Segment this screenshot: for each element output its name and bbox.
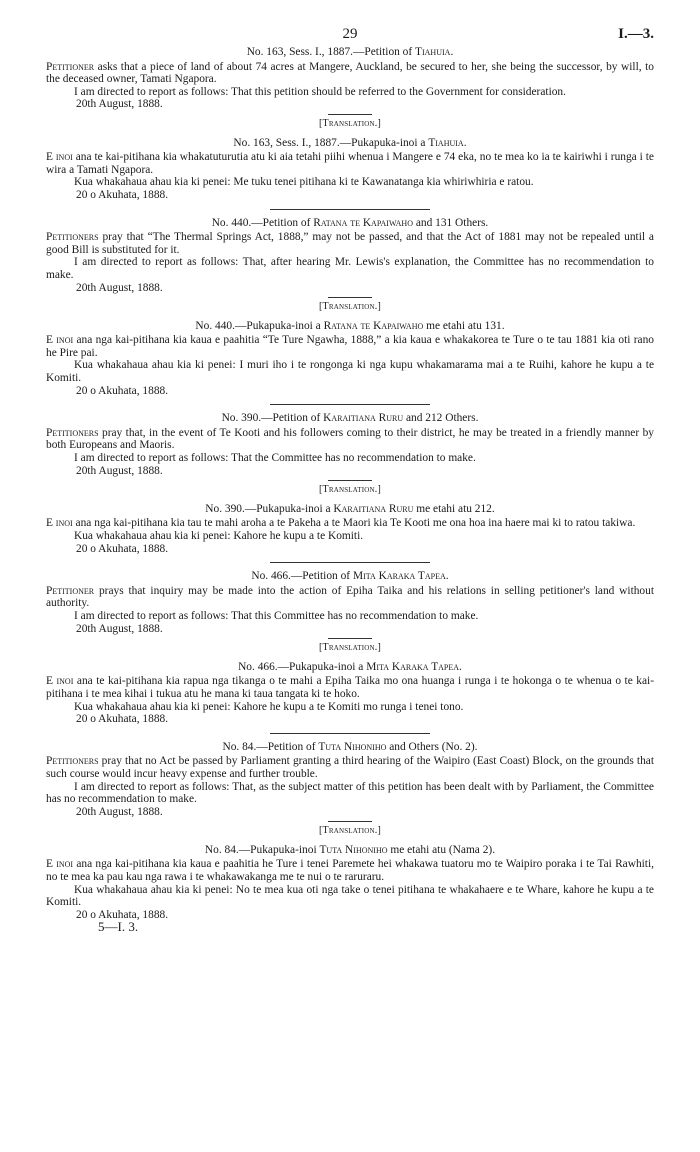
paragraph-text: Kua whakahaua ahau kia ki penei: Kahore he kupu a te Komiti mo runga i tenei tono. [74,700,464,713]
printer-signature: 5—I. 3. [98,919,139,935]
paragraph-text: pray that, in the event of Te Kooti and his followers coming to their district, he may be treated in a friendly manner by both Europeans and Maoris. [46,426,654,452]
paragraph-lead: Petitioners [46,426,99,439]
paragraph-lead: E inoi [46,675,74,688]
paragraph-text: I am directed to report as follows: That this petition should be referred to the Government for consideration. [74,85,566,98]
petition-heading [46,503,654,516]
section-divider [328,297,372,298]
petition-heading [46,412,654,425]
heading-text: No. 466.—Pukapuka-inoi a [238,660,367,673]
section-divider [328,480,372,481]
petitioner-name: Tiahuia [415,46,451,58]
petitioner-name: Karaitiana Ruru [323,412,404,425]
petition-paragraph [46,755,654,780]
report-date: 20th August, 1888. [76,464,163,477]
report-date: 20th August, 1888. [76,281,163,294]
paragraph-text: asks that a piece of land of about 74 acres at Mangere, Auckland, be secured to her, she being the successor, by will, to the deceased owner, Tamati Ngapora. [46,60,654,86]
translation-label: [Translation.] [318,301,381,313]
petition-paragraph [46,427,654,452]
report-date: 20th August, 1888. [76,622,163,635]
petition-paragraph [46,151,654,176]
heading-text: . [459,660,462,673]
paragraph-lead: Petitioners [46,231,99,244]
heading-text: me etahi atu (Nama 2). [387,843,496,856]
report-paragraph [46,781,654,806]
paragraph-text: prays that inquiry may be made into the action of Epiha Taika and his relations in selling petitioner's land without authority. [46,584,654,610]
petition-paragraph [46,517,654,530]
petition-paragraph [46,334,654,359]
heading-text: No. 163, Sess. I., 1887.—Petition of [246,46,416,58]
petition-heading [46,320,654,333]
heading-text: No. 390.—Pukapuka-inoi a [205,502,334,515]
petitioner-name: Karaitiana Ruru [333,502,414,515]
section-divider [328,821,372,822]
translation-section [46,821,654,921]
petition-heading [46,661,654,674]
paragraph-text: pray that no Act be passed by Parliament granting a third hearing of the Waipiro (East Coast) Block, on the grounds that such course would incur heavy expense and further trouble. [46,755,654,780]
paragraph-lead: E inoi [46,517,73,530]
paragraph-text: Kua whakahaua ahau kia ki penei: Me tuku tenei pitihana ki te Kawanatanga kia whiriwhiria e ratou. [74,176,534,189]
section-divider [270,562,430,563]
petition-section [46,46,654,111]
petitioner-name: Tuta Nihoniho [318,740,387,753]
petition-paragraph [46,858,654,883]
heading-text: me etahi atu 212. [413,502,495,515]
report-date: 20 o Akuhata, 1888. [76,713,169,726]
heading-text: No. 440.—Petition of [211,216,314,229]
section-divider [270,209,430,210]
petition-paragraph [46,585,654,610]
petition-list [46,46,654,921]
heading-text: No. 390.—Petition of [221,412,324,425]
paragraph-text: Kua whakahaua ahau kia ki penei: Kahore he kupu a te Komiti. [74,530,364,542]
paragraph-lead: E inoi [46,334,74,347]
report-date: 20 o Akuhata, 1888. [76,188,169,201]
report-date: 20th August, 1888. [76,805,163,818]
petition-heading [46,844,654,857]
petitioner-name: Tuta Nihoniho [319,843,388,856]
petitioner-name: Ratana te Kapaiwaho [313,216,413,229]
heading-text: No. 466.—Petition of [251,570,353,583]
translation-label: [Translation.] [318,642,381,654]
paragraph-text: I am directed to report as follows: That this Committee has no recommendation to make. [74,609,479,622]
paragraph-text: ana nga kai-pitihana kia tau te mahi aroha a te Pakeha a te Maori kia Te Kooti me ona hoa ina haere mai ki to ratou takiwa. [72,517,636,530]
petitioner-name: Tiahuia [428,136,464,149]
petitioner-name: Mita Karaka Tapea [366,660,460,673]
report-paragraph [46,452,654,465]
paragraph-text: ana nga kai-pitihana kia kaua e paahitia “Te Ture Ngawha, 1888,” a kia kaua e whakakorea te Ture o te tau 1881 kia oti rano he Pire pai. [46,334,654,359]
paragraph-text: ana te kai-pitihana kia rapua nga tikanga o te mahi a Epiha Taika mo ona huanga i runga i te hokonga o te whenua o te kai-pitihana i te mea kihai i tukua atu he mana ki taua tangata ki te hoko. [46,675,654,700]
translation-label: [Translation.] [318,117,381,129]
paragraph-text: Kua whakahaua ahau kia ki penei: I muri iho i te rongonga ki nga kupu whakamarama mai a te Ruihi, kahore he kupu a te Komiti. [46,359,654,385]
report-date: 20 o Akuhata, 1888. [76,908,169,921]
paragraph-text: Kua whakahaua ahau kia ki penei: No te mea kua oti nga take o tenei pitihana te whakahaere e te Whare, kahore he kupu a te Komiti. [46,883,654,909]
report-date: 20 o Akuhata, 1888. [76,384,169,397]
paragraph-text: ana nga kai-pitihana kia kaua e paahitia he Ture i tenei Paremete hei whakawa tuatoru mo te Waipiro poraka i te Tai Rawhiti, no te mea ka pau kau nga rawa i te whakawakanga me te nui o te raruraru. [46,858,654,884]
report-date: 20 o Akuhata, 1888. [76,542,169,555]
report-paragraph [46,86,654,99]
petition-section [46,733,654,819]
heading-text: . [450,46,454,58]
petition-heading [46,217,654,230]
heading-text: No. 163, Sess. I., 1887.—Pukapuka-inoi a [233,136,429,149]
petitioner-name: Ratana te Kapaiwaho [323,319,424,332]
paragraph-lead: Petitioner [46,60,95,73]
heading-text: and 131 Others. [412,216,489,229]
paragraph-lead: E inoi [46,151,73,164]
translation-section [46,480,654,555]
paragraph-lead: Petitioners [46,755,99,768]
petition-section [46,562,654,635]
report-paragraph [46,359,654,384]
page-number: 29 [342,26,358,42]
petition-paragraph [46,675,654,700]
section-divider [328,638,372,639]
report-paragraph [46,610,654,623]
page-header [46,0,654,40]
translation-label: [Translation.] [318,825,381,837]
heading-text: No. 84.—Petition of [222,740,319,753]
heading-text: and Others (No. 2). [386,740,478,753]
petition-heading [46,741,654,754]
petition-section [46,209,654,295]
petitioner-name: Mita Karaka Tapea [352,570,446,583]
section-divider [328,114,372,115]
paragraph-lead: E inoi [46,858,74,871]
petition-heading [46,137,654,150]
petition-heading [46,570,654,583]
report-paragraph [46,176,654,189]
paragraph-lead: Petitioner [46,584,95,597]
petition-paragraph [46,61,654,86]
petition-heading [46,46,654,59]
report-paragraph [46,884,654,909]
report-paragraph [46,701,654,714]
heading-text: . [445,570,449,583]
paragraph-text: pray that “The Thermal Springs Act, 1888,” may not be passed, and that the Act of 1881 may not be repealed until a good Bill is substituted for it. [46,231,654,256]
petition-paragraph [46,231,654,256]
section-divider [270,404,430,405]
heading-text: No. 84.—Pukapuka-inoi [204,843,320,856]
paragraph-text: I am directed to report as follows: That, as the subject matter of this petition has been dealt with by Parliament, the Committee has no recommendation to make. [46,780,654,806]
heading-text: . [463,136,467,149]
paper-code: I.—3. [618,26,654,42]
heading-text: me etahi atu 131. [423,319,505,332]
petition-section [46,404,654,477]
heading-text: and 212 Others. [403,412,479,425]
translation-section [46,638,654,726]
report-paragraph [46,530,654,543]
heading-text: No. 440.—Pukapuka-inoi a [195,319,324,332]
section-divider [270,733,430,734]
paragraph-text: ana te kai-pitihana kia whakatuturutia atu ki aia tetahi piihi whenua i Mangere e 74 eka, no te mea ko ia te kairiwhi i runga i te wira a Tamati Ngapora. [46,151,654,176]
report-date: 20th August, 1888. [76,98,163,111]
translation-label: [Translation.] [318,484,381,496]
paragraph-text: I am directed to report as follows: That the Committee has no recommendation to make. [74,452,476,465]
translation-section [46,114,654,202]
translation-section [46,297,654,397]
paragraph-text: I am directed to report as follows: That, after hearing Mr. Lewis's explanation, the Committee has no recommendation to make. [46,256,654,281]
report-paragraph [46,256,654,281]
